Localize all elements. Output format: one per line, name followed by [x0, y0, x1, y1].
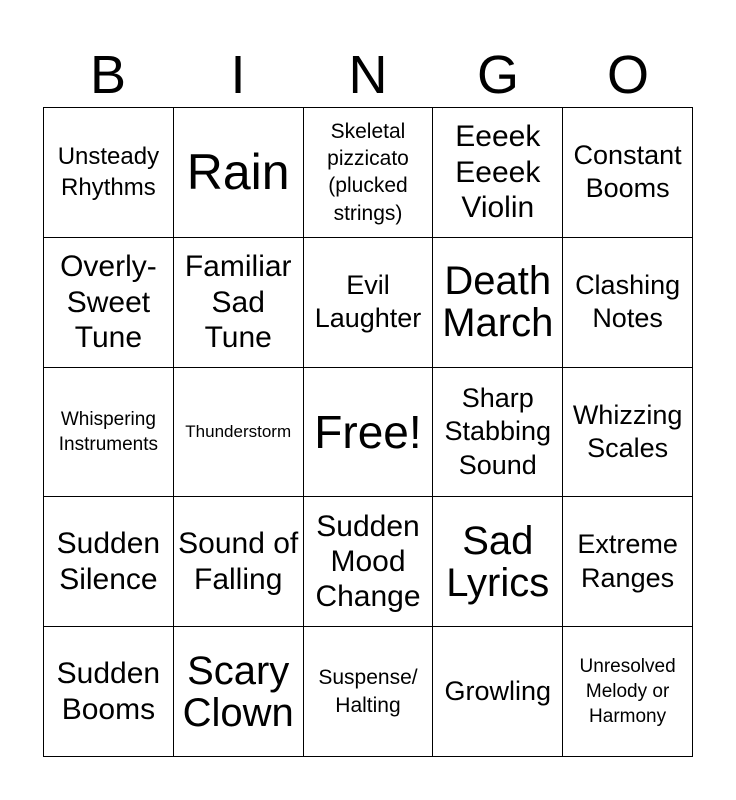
cell-label: Rain — [186, 144, 290, 201]
bingo-cell-r2c4[interactable] — [433, 238, 563, 368]
cell-label: Clashing Notes — [575, 269, 681, 334]
cell-label: Sharp Stabbing Sound — [444, 382, 552, 480]
bingo-cell-r1c2[interactable] — [174, 108, 304, 238]
cell-label: Growling — [444, 675, 552, 706]
bingo-cell-r2c2[interactable] — [174, 238, 304, 368]
header-letter-n: N — [348, 45, 388, 105]
bingo-cell-r3c2[interactable] — [174, 368, 304, 498]
cell-label: Sudden Booms — [56, 657, 161, 726]
cell-label: Whizzing Scales — [572, 399, 683, 463]
cell-label: Eeeek Eeeek Violin — [455, 120, 541, 225]
bingo-cell-r3c4[interactable] — [433, 368, 563, 498]
cell-label: Free! — [314, 405, 422, 458]
bingo-cell-r2c3[interactable] — [304, 238, 434, 368]
bingo-cell-r3c3[interactable] — [304, 368, 434, 498]
bingo-cell-r4c5[interactable] — [563, 497, 693, 627]
bingo-cell-r5c2[interactable] — [174, 627, 304, 757]
bingo-cell-r2c5[interactable] — [563, 238, 693, 368]
bingo-cell-r4c2[interactable] — [174, 497, 304, 627]
bingo-cell-r4c4[interactable] — [433, 497, 563, 627]
cell-label: Thunderstorm — [185, 422, 292, 442]
bingo-header — [43, 44, 693, 106]
cell-label: Extreme Ranges — [577, 529, 678, 593]
bingo-cell-r5c5[interactable] — [563, 627, 693, 757]
cell-label: Sudden Mood Change — [315, 509, 421, 614]
bingo-cell-r1c1[interactable] — [44, 108, 174, 238]
cell-label: Evil Laughter — [314, 269, 422, 334]
cell-label: Overly-Sweet Tune — [60, 250, 157, 354]
bingo-grid — [43, 107, 693, 757]
bingo-cell-r5c1[interactable] — [44, 627, 174, 757]
bingo-cell-r2c1[interactable] — [44, 238, 174, 368]
header-letter-i: I — [230, 45, 246, 105]
bingo-cell-r5c4[interactable] — [433, 627, 563, 757]
cell-label: Unsteady Rhythms — [57, 143, 160, 202]
bingo-cell-r4c1[interactable] — [44, 497, 174, 627]
bingo-cell-r1c5[interactable] — [563, 108, 693, 238]
cell-label: Familiar Sad Tune — [184, 250, 292, 354]
cell-label: Scary Clown — [182, 648, 294, 735]
cell-label: Unresolved Melody or Harmony — [579, 655, 676, 728]
cell-label: Whispering Instruments — [58, 408, 159, 455]
header-letter-g: G — [476, 45, 519, 105]
cell-label: Constant Booms — [573, 139, 682, 204]
cell-label: Death March — [442, 259, 554, 346]
cell-label: Sudden Silence — [56, 527, 161, 596]
header-letter-b: B — [89, 45, 127, 105]
cell-label: Sad Lyrics — [446, 518, 550, 605]
bingo-cell-r3c5[interactable] — [563, 368, 693, 498]
bingo-cell-r1c3[interactable] — [304, 108, 434, 238]
cell-label: Sound of Falling — [178, 527, 299, 596]
cell-label: Suspense/ Halting — [318, 666, 418, 717]
bingo-cell-r4c3[interactable] — [304, 497, 434, 627]
bingo-cell-r1c4[interactable] — [433, 108, 563, 238]
bingo-cell-r3c1[interactable] — [44, 368, 174, 498]
bingo-cell-r5c3[interactable] — [304, 627, 434, 757]
cell-label: Skeletal pizzicato (plucked strings) — [327, 119, 409, 225]
header-letter-o: O — [606, 45, 649, 105]
